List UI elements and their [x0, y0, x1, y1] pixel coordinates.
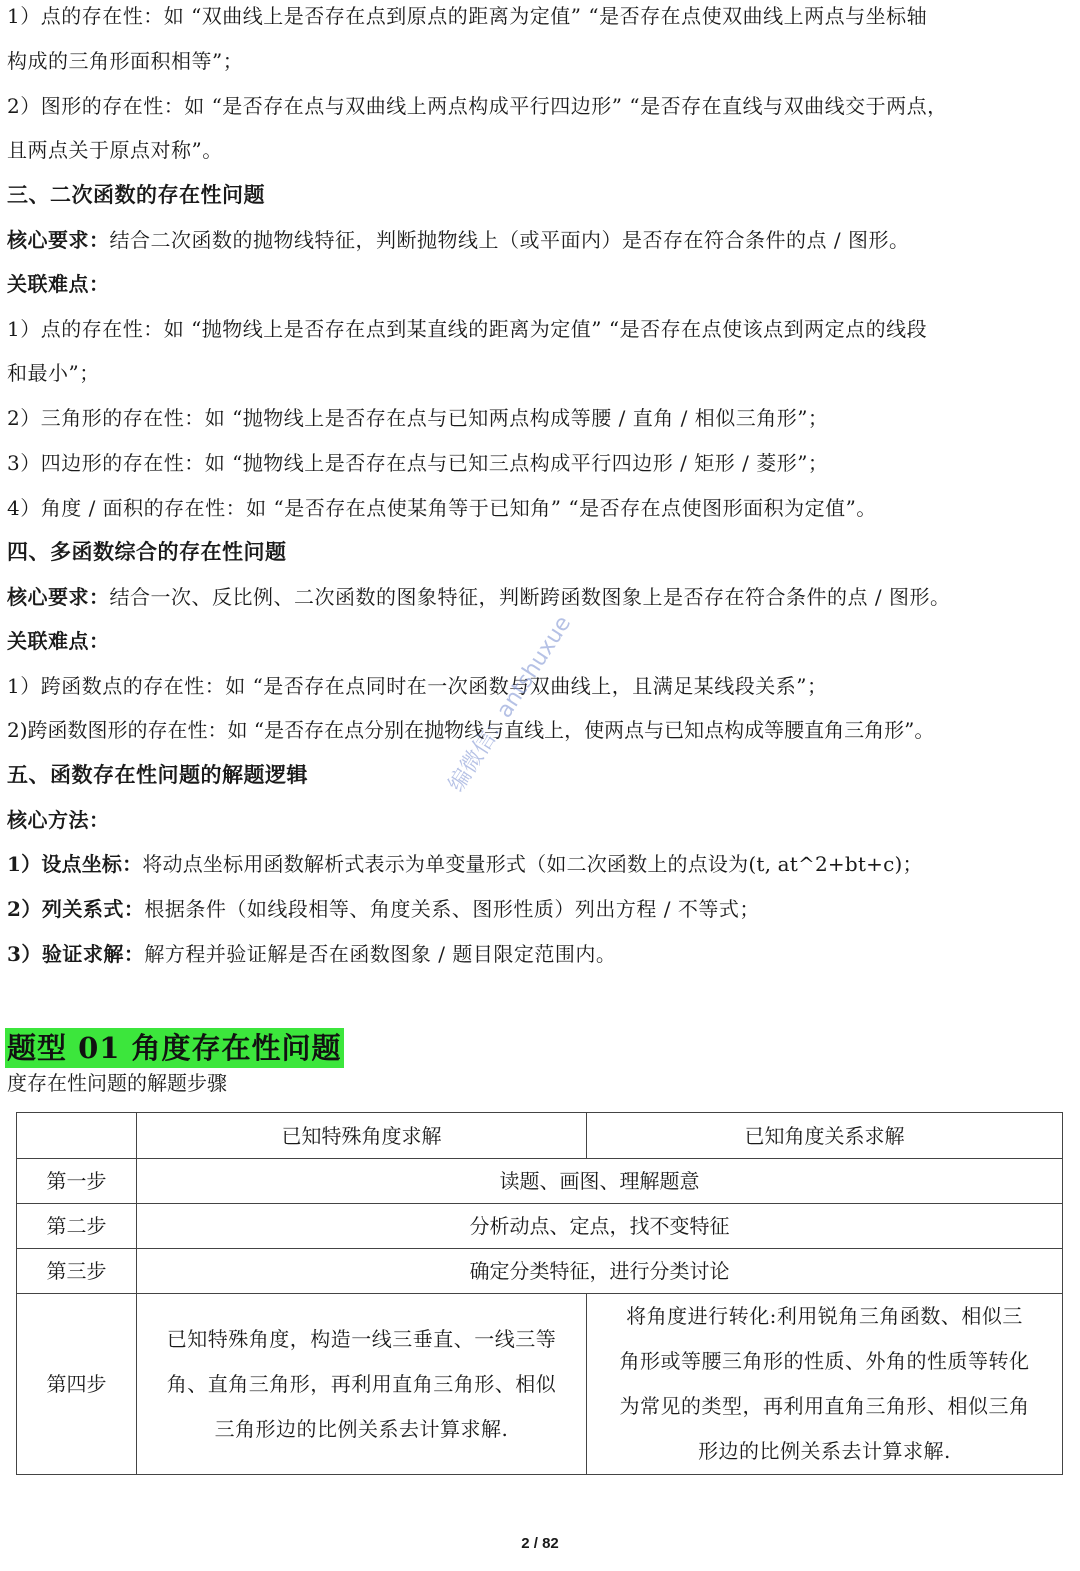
method-step — [7, 849, 1070, 879]
list-item: 2)跨函数图形的存在性：如 “是否存在点分别在抛物线与直线上，使两点与已知点构成等腰直角三角形”。 — [7, 718, 935, 742]
list-item: 3）四边形的存在性：如 “抛物线上是否存在点与已知三点构成平行四边形 / 矩形 / 菱形”； — [7, 451, 829, 475]
section-heading: 五、函数存在性问题的解题逻辑 — [7, 762, 308, 787]
core-label: 核心要求： — [7, 585, 110, 609]
header-cell: 已知特殊角度求解 — [137, 1113, 587, 1159]
list-item: 1）点的存在性：如 “抛物线上是否存在点到某直线的距离为定值” “是否存在点使该点到两定点的线段 — [7, 317, 928, 341]
table-row — [17, 1294, 1063, 1475]
topic-title: 题型 01 角度存在性问题 — [7, 1031, 342, 1065]
topic-subtitle: 度存在性问题的解题步骤 — [7, 1071, 227, 1095]
core-text: 结合一次、反比例、二次函数的图象特征，判断跨函数图象上是否存在符合条件的点 / 图形。 — [109, 585, 951, 609]
method-step — [7, 894, 1070, 924]
cell-line: 三角形边的比例关系去计算求解. — [214, 1416, 509, 1441]
cell-line: 将角度进行转化:利用锐角三角函数、相似三 — [626, 1304, 1023, 1328]
text-line: 1）点的存在性：如 “双曲线上是否存在点到原点的距离为定值” “是否存在点使双曲线上两点与坐标轴 — [7, 4, 928, 28]
related-label: 关联难点： — [7, 629, 110, 653]
related-label: 关联难点： — [7, 272, 110, 296]
core-requirement — [7, 582, 1070, 612]
page-number: 2 / 82 — [521, 1535, 559, 1552]
cell-line: 形边的比例关系去计算求解. — [698, 1439, 951, 1463]
text-line: 且两点关于原点对称”。 — [7, 138, 223, 162]
cell-line: 角形或等腰三角形的性质、外角的性质等转化 — [619, 1349, 1030, 1373]
cell-line: 角、直角三角形，再利用直角三角形、相似 — [166, 1371, 557, 1396]
watermark: 编微信：antshuxue — [444, 611, 577, 797]
cell-line: 已知特殊角度，构造一线三垂直、一线三等 — [166, 1326, 557, 1351]
list-item: 1）跨函数点的存在性：如 “是否存在点同时在一次函数与双曲线上，且满足某线段关系”； — [7, 674, 828, 698]
table-row — [17, 1249, 1063, 1294]
table-header-row — [17, 1113, 1063, 1159]
list-item: 和最小”； — [7, 361, 100, 385]
cell-line: 为常见的类型，再利用直角三角形、相似三角 — [619, 1394, 1030, 1418]
special-angle-cell — [137, 1294, 587, 1475]
step-label: 2）列关系式： — [7, 897, 145, 921]
header-cell: 已知角度关系求解 — [587, 1113, 1063, 1159]
step-text: 解方程并验证解是否在函数图象 / 题目限定范围内。 — [144, 942, 617, 966]
merged-cell: 分析动点、定点，找不变特征 — [137, 1204, 1063, 1249]
merged-cell: 读题、画图、理解题意 — [137, 1159, 1063, 1204]
step-text: 将动点坐标用函数解析式表示为单变量形式（如二次函数上的点设为(t, at^2+bt+c)； — [142, 852, 923, 876]
list-item: 2）三角形的存在性：如 “抛物线上是否存在点与已知两点构成等腰 / 直角 / 相似三角形”； — [7, 406, 829, 430]
core-requirement — [7, 225, 1070, 255]
table-row — [17, 1204, 1063, 1249]
table-row — [17, 1159, 1063, 1204]
text-line: 构成的三角形面积相等”； — [7, 49, 244, 73]
merged-cell: 确定分类特征，进行分类讨论 — [137, 1249, 1063, 1294]
core-label: 核心要求： — [7, 228, 110, 252]
list-item: 4）角度 / 面积的存在性：如 “是否存在点使某角等于已知角” “是否存在点使图形面积为定值”。 — [7, 496, 877, 520]
method-label: 核心方法： — [7, 808, 110, 832]
step-label: 3）验证求解： — [7, 942, 145, 966]
text-line: 2）图形的存在性：如 “是否存在点与双曲线上两点构成平行四边形” “是否存在直线与双曲线交于两点， — [7, 94, 948, 118]
header-cell — [17, 1113, 137, 1159]
topic-highlight — [5, 1028, 344, 1068]
core-text: 结合二次函数的抛物线特征，判断抛物线上（或平面内）是否存在符合条件的点 / 图形。 — [109, 228, 910, 252]
step-cell: 第二步 — [17, 1204, 137, 1249]
step-label: 1）设点坐标： — [7, 852, 143, 876]
angle-relation-cell — [587, 1294, 1063, 1475]
method-step — [7, 939, 1070, 969]
step-text: 根据条件（如线段相等、角度关系、图形性质）列出方程 / 不等式； — [144, 897, 760, 921]
step-cell: 第四步 — [17, 1294, 137, 1475]
section-heading: 四、多函数综合的存在性问题 — [7, 539, 287, 564]
section-heading: 三、二次函数的存在性问题 — [7, 182, 265, 207]
steps-table — [16, 1112, 1063, 1475]
step-cell: 第一步 — [17, 1159, 137, 1204]
step-cell: 第三步 — [17, 1249, 137, 1294]
